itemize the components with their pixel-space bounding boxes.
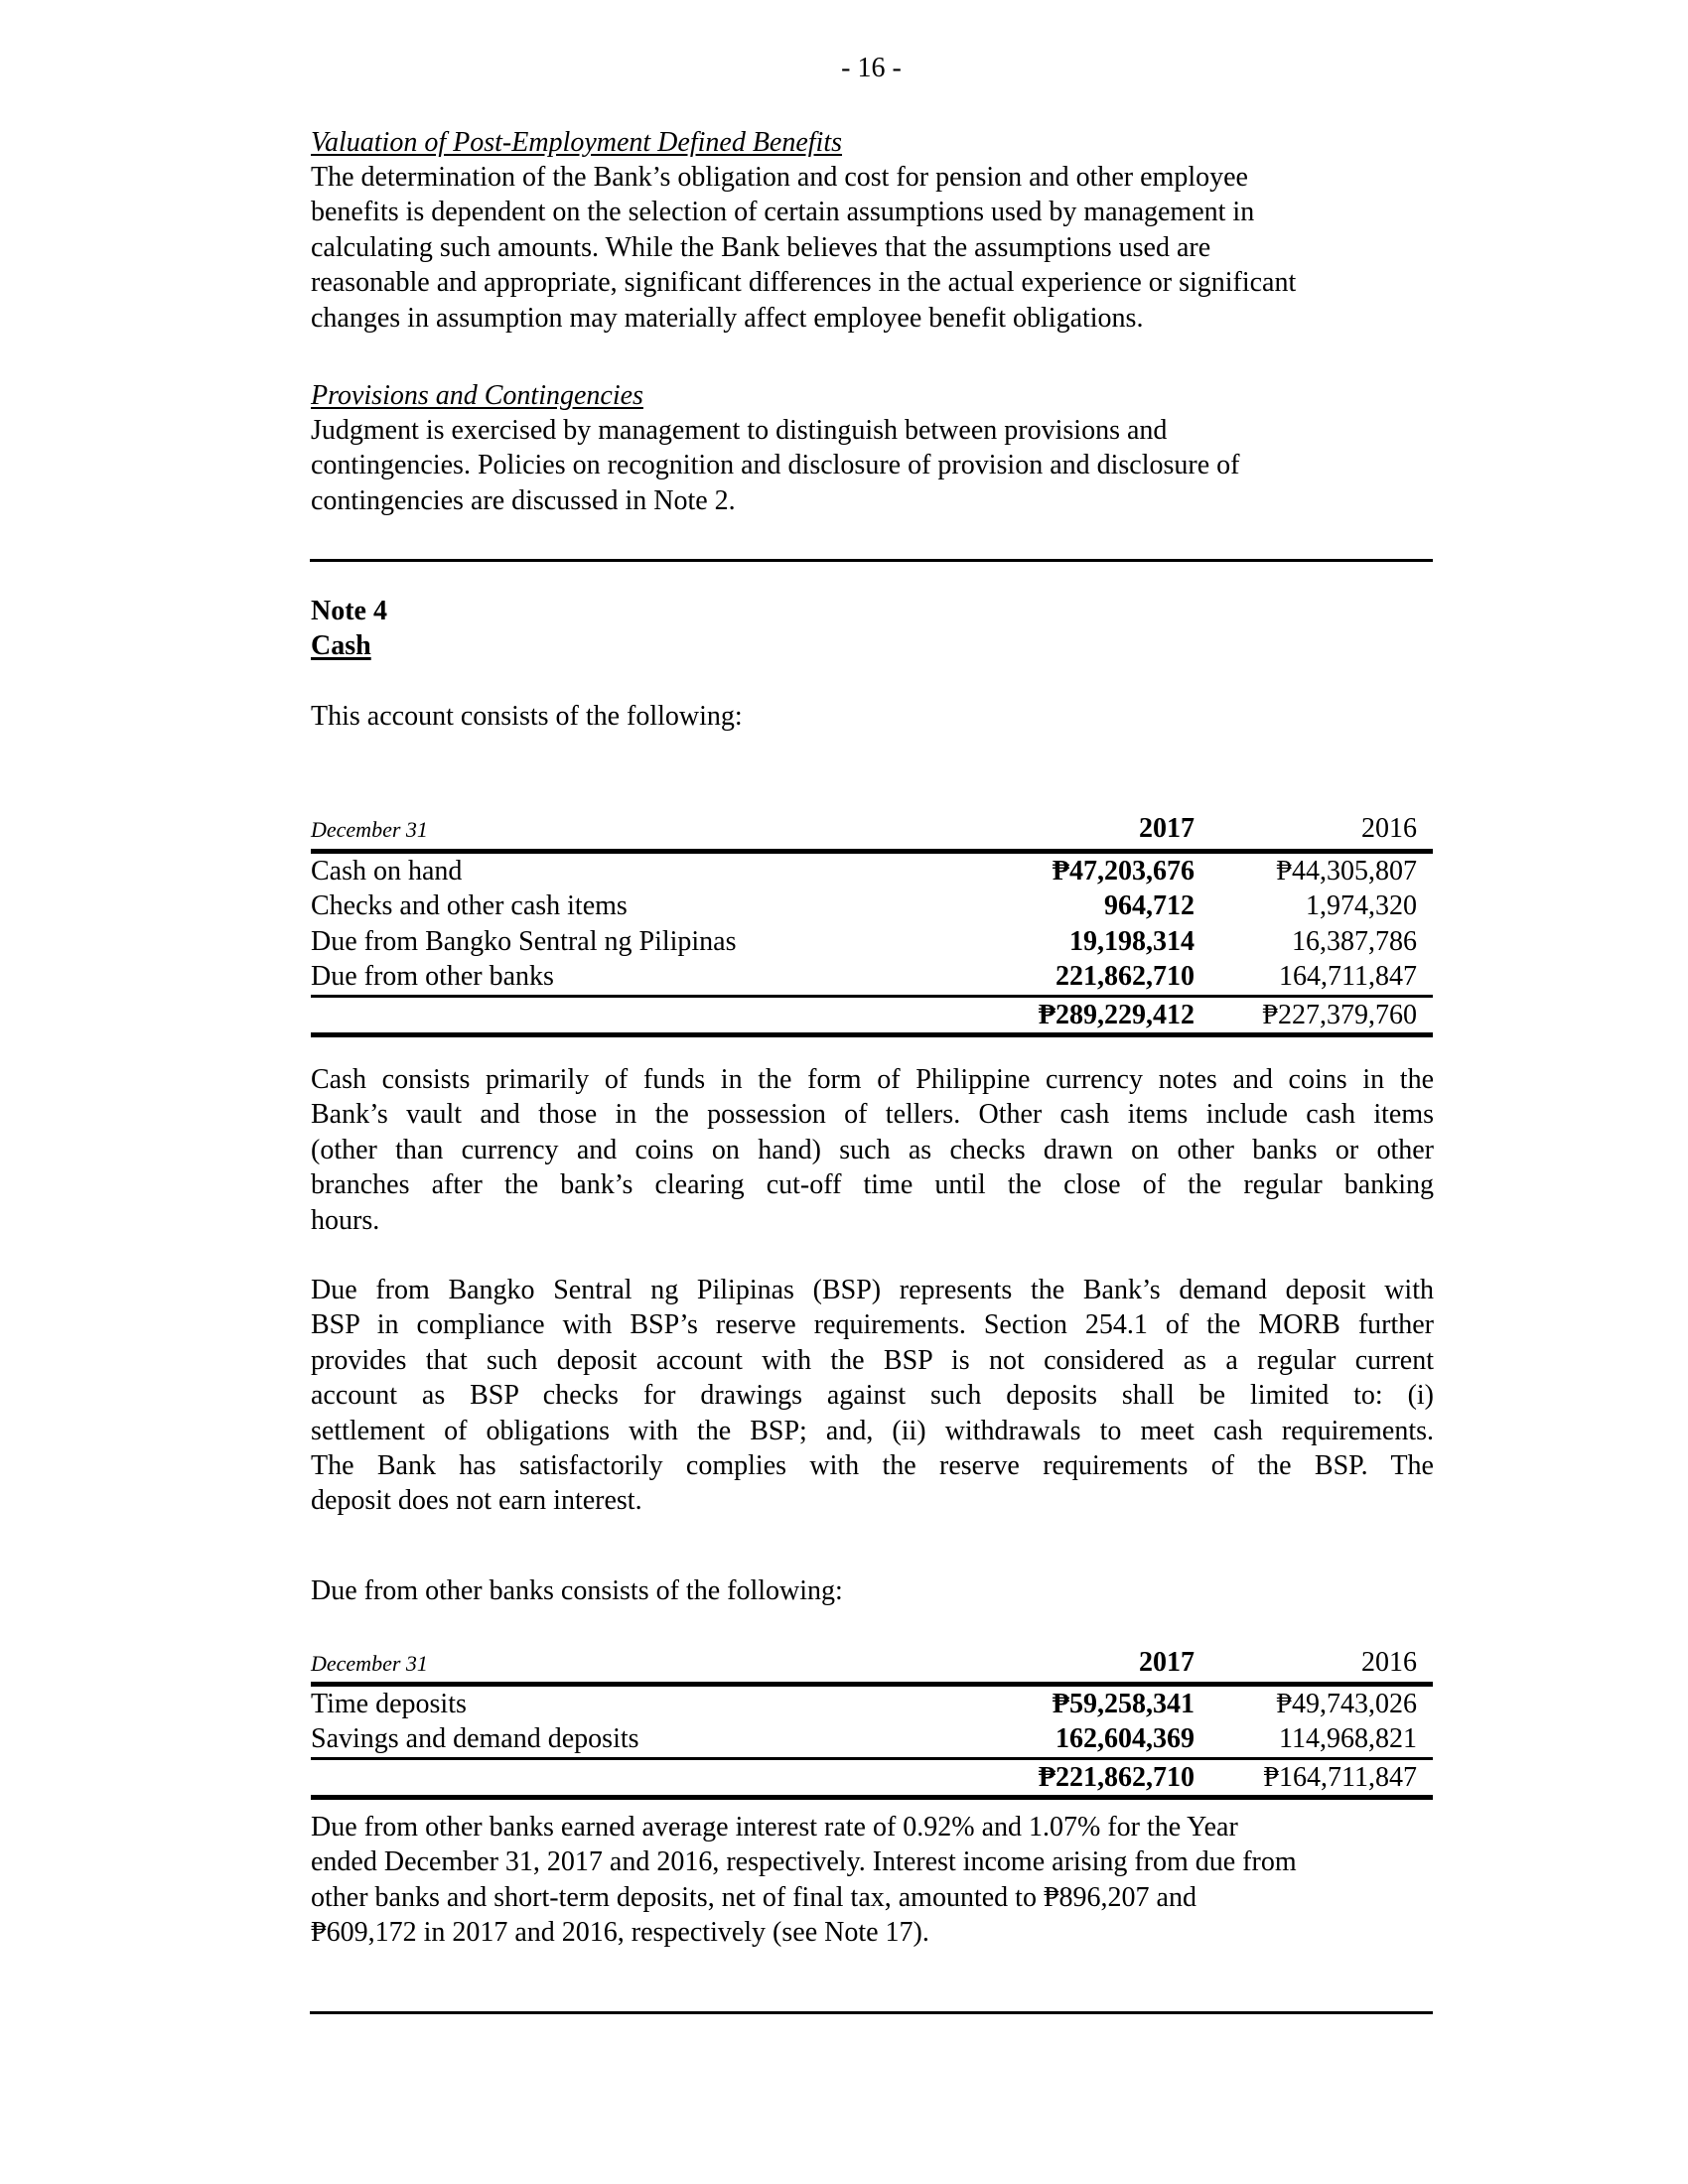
note-heading: [311, 594, 1434, 663]
paragraph-line: account as BSP checks for drawings against such deposits shall be limited to: (i): [311, 1380, 1434, 1412]
paragraph-line: Due from Bangko Sentral ng Pilipinas (BSP) represents the Bank’s demand deposit with: [311, 1275, 1434, 1305]
table-header: [311, 1645, 1433, 1679]
paragraph-line: calculating such amounts. While the Bank believes that the assumptions used are: [311, 231, 1211, 263]
due-banks-intro: Due from other banks consists of the following:: [311, 1575, 843, 1606]
row-value-2016: 1,974,320: [1306, 890, 1417, 922]
row-value-2017: 221,862,710: [1055, 961, 1195, 993]
table-row: [311, 924, 1433, 959]
paragraph-line: Judgment is exercised by management to distinguish between provisions and: [311, 415, 1168, 446]
row-value-2017: 19,198,314: [1069, 925, 1195, 957]
row-label: Due from Bangko Sentral ng Pilipinas: [311, 925, 737, 957]
table-total-row: [311, 1760, 1433, 1795]
valuation-paragraph: [311, 160, 1434, 336]
total-value-2016: ₱164,711,847: [1263, 1761, 1417, 1793]
paragraph-line: other banks and short-term deposits, net of final tax, amounted to ₱896,207 and: [311, 1881, 1196, 1913]
row-value-2016: 114,968,821: [1279, 1723, 1417, 1755]
row-value-2016: 16,387,786: [1292, 925, 1417, 957]
table-row: [311, 1721, 1433, 1756]
bsp-paragraph: [311, 1273, 1434, 1519]
table-rule: [311, 1795, 1433, 1800]
total-value-2017: ₱289,229,412: [1038, 999, 1195, 1030]
paragraph-line: ₱609,172 in 2017 and 2016, respectively (see Note 17).: [311, 1917, 929, 1949]
table-header: [311, 811, 1433, 845]
paragraph-line: branches after the bank’s clearing cut-off time until the close of the regular banking: [311, 1169, 1434, 1201]
row-value-2016: ₱44,305,807: [1276, 856, 1417, 887]
due-banks-table: [311, 1645, 1433, 1800]
table-row: [311, 1687, 1433, 1721]
cash-table: [311, 811, 1433, 1037]
row-label: Savings and demand deposits: [311, 1723, 639, 1755]
table-row: [311, 959, 1433, 994]
total-value-2017: ₱221,862,710: [1038, 1761, 1195, 1793]
paragraph-line: hours.: [311, 1204, 380, 1236]
note-title: Cash: [311, 630, 371, 661]
paragraph-line: reasonable and appropriate, significant differences in the actual experience or significant: [311, 267, 1297, 299]
note-intro: This account consists of the following:: [311, 701, 743, 732]
row-label: Checks and other cash items: [311, 890, 628, 922]
paragraph-line: BSP in compliance with BSP’s reserve requirements. Section 254.1 of the MORB further: [311, 1309, 1434, 1341]
paragraph-line: Bank’s vault and those in the possession of tellers. Other cash items include cash items: [311, 1099, 1434, 1131]
row-value-2017: ₱59,258,341: [1052, 1689, 1195, 1719]
paragraph-line: settlement of obligations with the BSP; and, (ii) withdrawals to meet cash requirements.: [311, 1415, 1434, 1446]
header-2017: 2017: [1139, 1647, 1195, 1678]
table-row: [311, 854, 1433, 888]
table-rule: [311, 1032, 1433, 1037]
page-number: - 16 -: [841, 53, 902, 83]
valuation-heading: Valuation of Post-Employment Defined Benefits: [311, 127, 843, 158]
paragraph-line: (other than currency and coins on hand) such as checks drawn on other banks or other: [311, 1134, 1434, 1165]
row-value-2016: 164,711,847: [1279, 961, 1417, 993]
paragraph-line: provides that such deposit account with the BSP is not considered as a regular current: [311, 1344, 1434, 1376]
header-2016: 2016: [1361, 813, 1417, 844]
table-total-row: [311, 998, 1433, 1032]
paragraph-line: changes in assumption may materially affect employee benefit obligations.: [311, 302, 1144, 334]
table-row: [311, 888, 1433, 923]
header-date-label: December 31: [311, 1651, 428, 1676]
header-2017: 2017: [1139, 813, 1195, 844]
provisions-paragraph: [311, 413, 1434, 518]
total-value-2016: ₱227,379,760: [1262, 999, 1417, 1030]
row-value-2017: 964,712: [1104, 890, 1195, 922]
provisions-heading: Provisions and Contingencies: [311, 380, 643, 411]
paragraph-line: The determination of the Bank’s obligation and cost for pension and other employee: [311, 162, 1248, 193]
section-divider: [310, 2011, 1433, 2014]
row-label: Cash on hand: [311, 856, 463, 887]
paragraph-line: The Bank has satisfactorily complies with the reserve requirements of the BSP. The: [311, 1450, 1434, 1482]
section-divider: [310, 559, 1433, 562]
row-value-2017: ₱47,203,676: [1052, 856, 1195, 887]
paragraph-line: contingencies are discussed in Note 2.: [311, 484, 736, 516]
paragraph-line: ended December 31, 2017 and 2016, respectively. Interest income arising from due from: [311, 1846, 1297, 1878]
paragraph-line: Due from other banks earned average interest rate of 0.92% and 1.07% for the Year: [311, 1812, 1238, 1843]
cash-paragraph: [311, 1062, 1434, 1238]
paragraph-line: Cash consists primarily of funds in the form of Philippine currency notes and coins in the: [311, 1064, 1434, 1095]
header-date-label: December 31: [311, 817, 428, 842]
header-2016: 2016: [1361, 1647, 1417, 1678]
paragraph-line: contingencies. Policies on recognition and disclosure of provision and disclosure of: [311, 450, 1240, 481]
paragraph-line: deposit does not earn interest.: [311, 1485, 642, 1517]
row-value-2017: 162,604,369: [1055, 1723, 1195, 1755]
row-value-2016: ₱49,743,026: [1276, 1689, 1417, 1719]
row-label: Time deposits: [311, 1689, 467, 1719]
interest-paragraph: [311, 1810, 1434, 1951]
row-label: Due from other banks: [311, 961, 554, 993]
provisions-section: [311, 378, 1434, 518]
note-number: Note 4: [311, 596, 387, 626]
paragraph-line: benefits is dependent on the selection of certain assumptions used by management in: [311, 197, 1255, 228]
valuation-section: [311, 125, 1434, 336]
